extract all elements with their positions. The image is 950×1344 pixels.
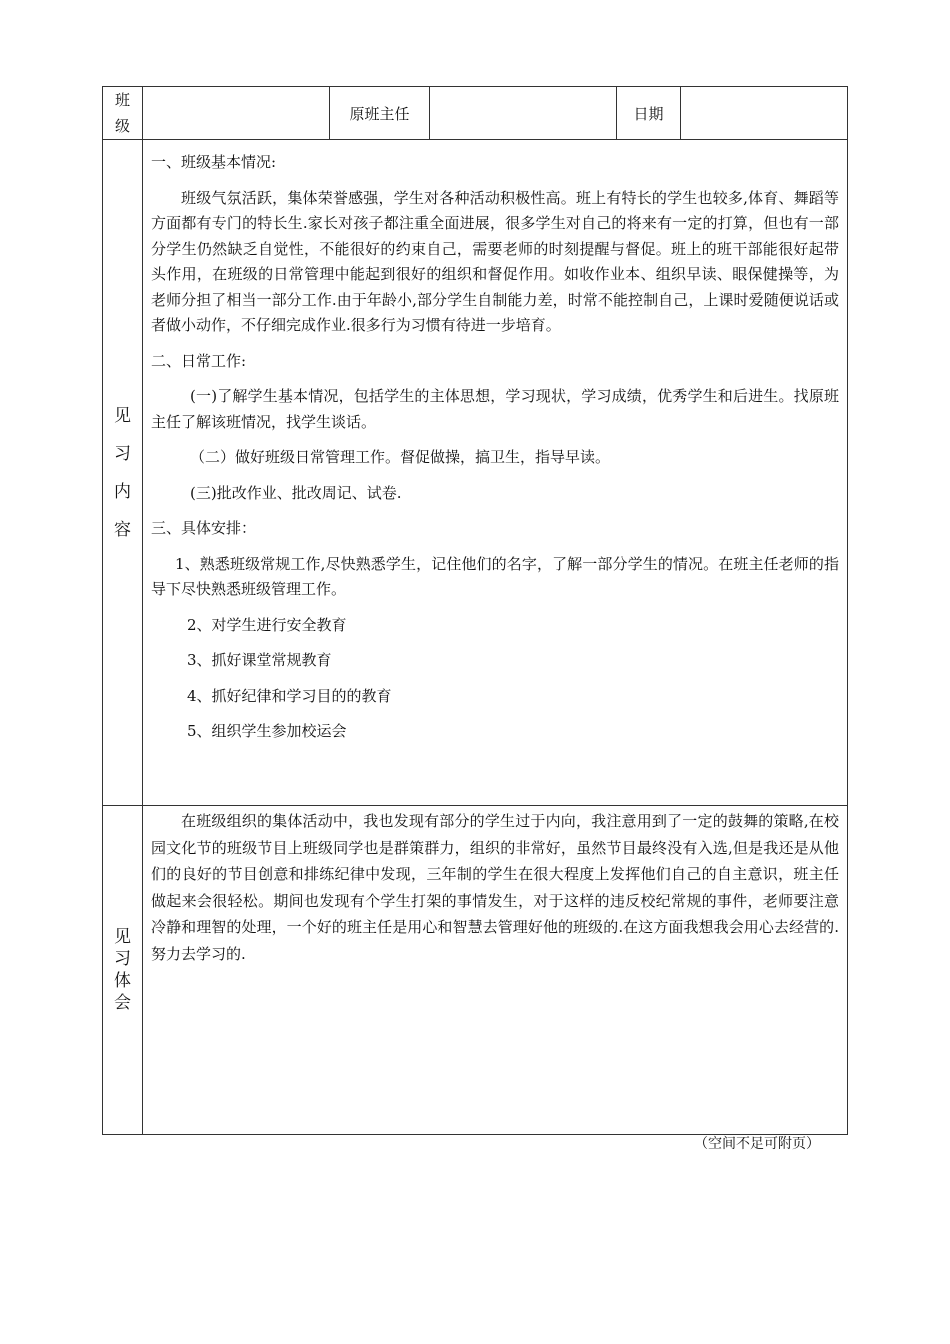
original-teacher-value-cell[interactable] [430, 87, 617, 140]
content-label-char-1: 见 [114, 405, 131, 426]
reflection-row [103, 806, 848, 1135]
date-value-cell[interactable] [681, 87, 848, 140]
section-3-item-4: 4、抓好纪律和学习目的的教育 [187, 686, 392, 705]
content-row [103, 140, 848, 806]
section-1-title: 一、班级基本情况: [151, 153, 277, 171]
section-3-item-1: 1、熟悉班级常规工作,尽快熟悉学生，记住他们的名字，了解一部分学生的情况。在班主任老师的指导下尽快熟悉班级管理工作。 [151, 554, 839, 598]
section-1-body: 班级气氛活跃，集体荣誉感强，学生对各种活动积极性高。班上有特长的学生也较多,体育、舞蹈等方面都有专门的特长生.家长对孩子都注重全面进展，很多学生对自己的将来有一定的打算，但也有一部分学生仍然缺乏自觉性，不能很好的约束自己，需要老师的时刻提醒与督促。班上的班干部能很好起带头作用，在班级的日常管理中能起到很好的组织和督促作用。如收作业本、组织早读、眼保健操等，为老师分担了相当一部分工作.由于年龄小,部分学生自制能力差，时常不能控制自己，上课时爱随便说话或者做小动作，不仔细完成作业.很多行为习惯有待进一步培育。 [151, 188, 839, 334]
reflection-section-label [103, 806, 143, 1135]
section-2-item-1: (一)了解学生基本情况，包括学生的主体思想，学习现状，学习成绩，优秀学生和后进生。找原班主任了解该班情况，找学生谈话。 [151, 387, 839, 431]
content-body [143, 140, 848, 806]
practicum-record-table [102, 86, 848, 1135]
section-3-item-3: 3、抓好课堂常规教育 [187, 651, 332, 669]
content-label-char-4: 容 [114, 519, 131, 540]
section-2-title: 二、日常工作: [151, 351, 247, 370]
class-label [103, 87, 143, 140]
content-section-label [103, 140, 143, 806]
reflection-body: 在班级组织的集体活动中，我也发现有部分的学生过于内向，我注意用到了一定的鼓舞的策略,在校园文化节的班级节目上班级同学也是群策群力，组织的非常好，虽然节目最终没有入选,但是我还是从他们的良好的节目创意和排练纪律中发现，三年制的学生在很大程度上发挥他们自己的自主意识，班主任做起来会很轻松。期间也发现有个学生打架的事情发生，对于这样的违反校纪常规的事件，老师要注意冷静和理智的处理，一个好的班主任是用心和智慧去管理好他的班级的.在这方面我想我会用心去经营的.努力去学习的. [143, 806, 848, 1135]
class-label-char-1: 班 [114, 91, 130, 109]
attachment-note: （空间不足可附页） [694, 1136, 820, 1152]
section-3-title: 三、具体安排： [151, 519, 257, 537]
section-2-item-2: （二）做好班级日常管理工作。督促做操，搞卫生，指导早读。 [190, 448, 611, 466]
content-label-char-3: 内 [114, 481, 131, 502]
section-3-item-2: 2、对学生进行安全教育 [187, 615, 347, 634]
reflection-label-char-1: 见 [114, 927, 131, 947]
class-label-char-2: 级 [114, 117, 130, 135]
original-teacher-label: 原班主任 [330, 87, 430, 140]
header-row [103, 87, 848, 140]
content-label-char-2: 习 [114, 443, 131, 464]
reflection-label-char-4: 会 [114, 993, 131, 1013]
section-2-item-3: (三)批改作业、批改周记、试卷. [190, 483, 402, 502]
section-3-item-5: 5、组织学生参加校运会 [187, 722, 347, 740]
date-label: 日期 [617, 87, 681, 140]
reflection-label-char-2: 习 [114, 949, 131, 969]
class-value-cell[interactable] [143, 87, 330, 140]
reflection-label-char-3: 体 [114, 971, 131, 991]
